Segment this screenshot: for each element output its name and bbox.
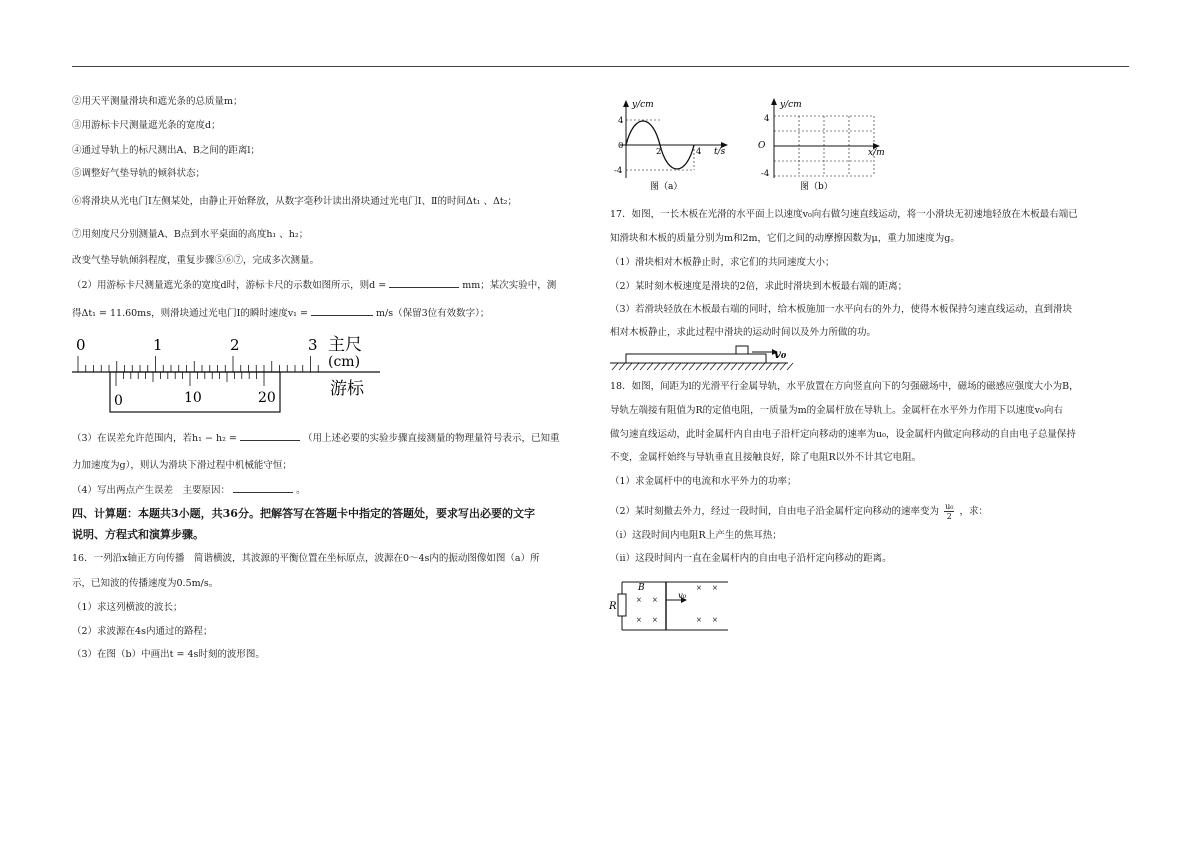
velocity-label: v₀ — [678, 591, 687, 601]
q17-line2: 知滑块和木板的质量分别为m和2m，它们之间的动摩擦因数为μ，重力加速度为g。 — [610, 233, 960, 244]
field-label: B — [638, 583, 645, 593]
resistor-label: R — [609, 601, 617, 612]
step-5: ⑤调整好气垫导轨的倾斜状态； — [72, 168, 206, 179]
ground-hatch — [661, 363, 667, 370]
figa-ytick: 4 — [618, 116, 624, 126]
ground-hatch — [647, 363, 653, 370]
q18-line4: 不变，金属杆始终与导轨垂直且接触良好，除了电阻R以外不计其它电阻。 — [610, 452, 922, 463]
field-cross: × — [696, 584, 702, 592]
q16-part1: （1）求这列横波的波长； — [72, 602, 183, 613]
q16-part2: （2）求波源在4s内通过的路程； — [72, 626, 213, 637]
ground-hatch — [745, 363, 751, 370]
field-cross: × — [696, 616, 702, 624]
ground-hatch — [780, 363, 786, 370]
q2-text-c: 得Δt₁ = 11.60ms，则滑块通过光电门Ⅰ的瞬时速度v₁ = — [72, 308, 308, 319]
figa-xtick: 4 — [696, 147, 702, 157]
q4-line — [72, 484, 306, 496]
field-cross: × — [636, 596, 642, 604]
vernier-tick-label: 20 — [258, 390, 276, 406]
section-heading-line1: 四、计算题：本题共3小题，共36分。把解答写在答题卡中指定的答题处，要求写出必要的文字 — [72, 507, 535, 520]
fraction-numerator: u₀ — [945, 502, 954, 511]
answer-blank-v1[interactable] — [311, 307, 373, 316]
q3-text-a: （3）在误差允许范围内，若h₁ − h₂ = — [72, 433, 237, 444]
q2-text-d: m/s（保留3位有效数字）； — [376, 308, 490, 319]
q2-line2 — [72, 307, 489, 319]
main-tick-label: 2 — [230, 336, 240, 354]
resistor — [618, 594, 626, 616]
ground-hatch — [675, 363, 681, 370]
q18-part2-text: （2）某时刻撤去外力，经过一段时间，自由电子沿金属杆定向移动的速率变为 — [610, 506, 940, 517]
ground-hatch — [640, 363, 646, 370]
vernier-caliper-figure — [70, 330, 390, 416]
q17-line1: 17．如图，一长木板在光滑的水平面上以速度v₀向右做匀速直线运动，将一小滑块无初速地轻放在木板最右端已 — [610, 209, 1078, 220]
q3-line1 — [72, 432, 559, 444]
ground-hatch — [682, 363, 688, 370]
unit-label: (cm) — [328, 354, 361, 370]
q16-line2: 示，已知波的传播速度为0.5m/s。 — [72, 578, 219, 589]
figa-ylabel: y/cm — [632, 100, 654, 110]
ground-hatch — [633, 363, 639, 370]
ground-hatch — [738, 363, 744, 370]
figa-ytick: -4 — [614, 166, 623, 176]
q2-text-b: mm；某次实验中，测 — [462, 280, 557, 291]
q18-part2 — [610, 502, 988, 521]
section-heading-line2: 说明、方程式和演算步骤。 — [72, 528, 204, 541]
main-tick-label: 0 — [76, 336, 86, 354]
q18-line3: 做匀速直线运动，此时金属杆内自由电子沿杆定向移动的速率为u₀，设金属杆内做定向移动的自由电子总量保持 — [610, 429, 1076, 440]
q17-part3-line2: 相对木板静止，求此过程中滑块的运动时间以及外力所做的功。 — [610, 327, 877, 338]
q17-part3-line1: （3）若滑块轻放在木板最右端的同时，给木板施加一水平向右的外力，使得木板保持匀速直线运动，直到滑块 — [610, 304, 1073, 315]
figb-ylabel: y/cm — [780, 100, 802, 110]
ground-hatch — [773, 363, 779, 370]
step-6: ⑥将滑块从光电门Ⅰ左侧某处，由静止开始释放，从数字毫秒计读出滑块通过光电门Ⅰ、Ⅱ的时间Δt₁ 、Δt₂； — [72, 196, 517, 207]
q18-sub-i: （i）这段时间内电阻R上产生的焦耳热； — [610, 530, 782, 541]
figb-caption: 图（b） — [800, 182, 833, 192]
step-4: ④通过导轨上的标尺测出A、B之间的距离l； — [72, 145, 260, 156]
q3-text-b: （用上述必要的实验步骤直接测量的物理量符号表示，已知重 — [302, 433, 560, 444]
q16-part3: （3）在图（b）中画出t = 4s时刻的波形图。 — [72, 649, 265, 660]
main-tick-label: 1 — [153, 336, 163, 354]
q16-line1: 16．一列沿x轴正方向传播 简谐横波，其波源的平衡位置在坐标原点，波源在0～4s内的振动图像如图（a）所 — [72, 553, 540, 564]
ground-hatch — [787, 363, 793, 370]
q3-line2: 力加速度为g），则认为滑块下滑过程中机械能守恒； — [72, 460, 292, 471]
figure-a-vibration-graph — [610, 98, 735, 194]
header-rule — [72, 66, 1129, 67]
main-scale-label: 主尺 — [328, 335, 362, 355]
rail-circuit-figure — [608, 576, 732, 636]
long-board — [626, 354, 766, 363]
ground-hatch — [668, 363, 674, 370]
q4-text-b: 。 — [296, 485, 306, 496]
figa-caption: 图（a） — [650, 182, 683, 192]
q18-part1: （1）求金属杆中的电流和水平外力的功率； — [610, 476, 797, 487]
ground-hatch — [696, 363, 702, 370]
field-cross: × — [712, 616, 718, 624]
q18-part2-end: ，求： — [959, 506, 988, 517]
figb-origin: O — [758, 141, 766, 151]
q18-line1: 18．如图，间距为l的光滑平行金属导轨，水平放置在方向竖直向下的匀强磁场中，磁场的磁感应强度大小为B， — [610, 381, 1079, 392]
ground-hatch — [766, 363, 772, 370]
answer-blank-d[interactable] — [389, 279, 459, 288]
vernier-scale-label: 游标 — [330, 379, 364, 399]
q17-part2: （2）某时刻木板速度是滑块的2倍，求此时滑块到木板最右端的距离； — [610, 281, 908, 292]
figa-ytick: 0 — [618, 141, 624, 151]
q18-sub-ii: （ii）这段时间内一直在金属杆内的自由电子沿杆定向移动的距离。 — [610, 553, 892, 564]
ground-hatch — [612, 363, 618, 370]
v0-label: v₀ — [774, 347, 787, 361]
ground-hatch — [654, 363, 660, 370]
board-block-figure — [608, 342, 798, 372]
field-cross: × — [652, 616, 658, 624]
answer-blank-reasons[interactable] — [233, 484, 293, 493]
figa-xtick: 2 — [656, 147, 662, 157]
step-7: ⑦用刻度尺分别测量A、B点到水平桌面的高度h₁ 、h₂； — [72, 229, 309, 240]
ground-hatch — [619, 363, 625, 370]
ground-hatch — [703, 363, 709, 370]
small-block — [736, 346, 748, 354]
field-cross: × — [652, 596, 658, 604]
step-2: ②用天平测量滑块和遮光条的总质量m； — [72, 96, 243, 107]
ground-hatch — [710, 363, 716, 370]
figb-ytick: 4 — [764, 114, 770, 124]
q2-line1 — [72, 279, 556, 291]
fraction-denominator: 2 — [946, 512, 952, 521]
repeat-note: 改变气垫导轨倾斜程度，重复步骤⑤⑥⑦，完成多次测量。 — [72, 255, 320, 266]
field-cross: × — [712, 584, 718, 592]
figb-xlabel: x/m — [868, 148, 885, 158]
vernier-tick-label: 0 — [114, 393, 123, 409]
q17-part1: （1）滑块相对木板静止时，求它们的共同速度大小； — [610, 257, 835, 268]
figure-b-wave-grid — [752, 96, 892, 194]
q2-text-a: （2）用游标卡尺测量遮光条的宽度d时，游标卡尺的示数如图所示，则d = — [72, 280, 387, 291]
ground-hatch — [759, 363, 765, 370]
ground-hatch — [717, 363, 723, 370]
main-tick-label: 3 — [308, 336, 318, 354]
fraction-u0-over-2 — [944, 502, 954, 521]
ground-hatch — [724, 363, 730, 370]
q18-line2: 导轨左端接有阻值为R的定值电阻，一质量为m的金属杆放在导轨上。金属杆在水平外力作用下以速度v₀向右 — [610, 405, 1063, 416]
field-cross: × — [636, 616, 642, 624]
ground-hatch — [626, 363, 632, 370]
ground-hatch — [752, 363, 758, 370]
step-3: ③用游标卡尺测量遮光条的宽度d； — [72, 120, 221, 131]
figa-xlabel: t/s — [714, 147, 726, 157]
vernier-tick-label: 10 — [184, 390, 202, 406]
ground-hatch — [689, 363, 695, 370]
answer-blank-h[interactable] — [240, 432, 300, 441]
figb-ytick: -4 — [761, 169, 770, 179]
ground-hatch — [731, 363, 737, 370]
q4-text-a: （4）写出两点产生误差 主要原因： — [72, 485, 231, 496]
